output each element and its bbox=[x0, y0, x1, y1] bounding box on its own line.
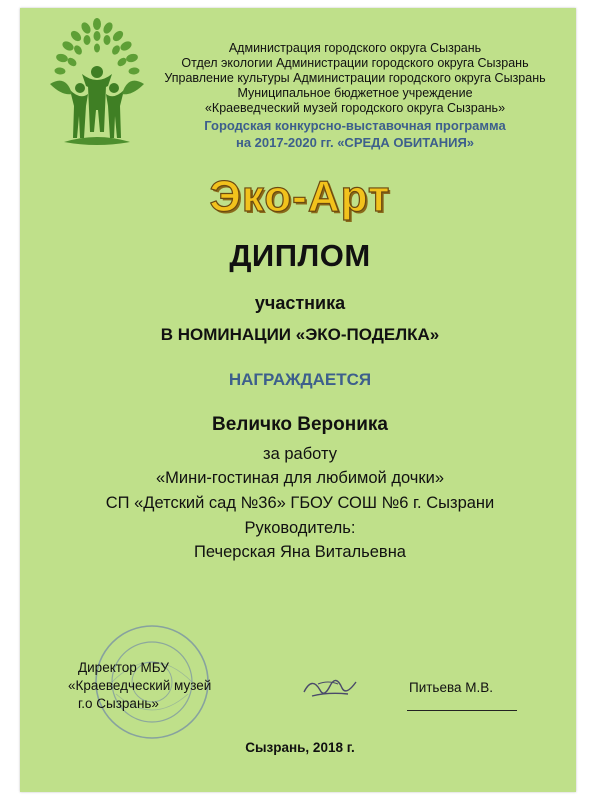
diploma-title: ДИПЛОМ bbox=[229, 238, 371, 273]
program-line-1: Городская конкурсно-выставочная программа bbox=[204, 118, 506, 133]
eko-art-title: Эко-Арт bbox=[209, 172, 391, 221]
director-position-line-1: Директор МБУ bbox=[78, 660, 169, 675]
recipient-name: Величко Вероника bbox=[212, 414, 388, 435]
organization: СП «Детский сад №36» ГБОУ СОШ №6 г. Сызрани bbox=[105, 494, 495, 512]
signature-line bbox=[407, 710, 517, 711]
place-date: Сызрань, 2018 г. bbox=[245, 740, 355, 755]
program-line-2: на 2017-2020 гг. «СРЕДА ОБИТАНИЯ» bbox=[235, 135, 475, 150]
director-position-line-3: г.о Сызрань» bbox=[78, 696, 159, 711]
awarded-label: НАГРАЖДАЕТСЯ bbox=[228, 370, 372, 389]
work-title: «Мини-гостиная для любимой дочки» bbox=[155, 469, 445, 487]
director-position-line-2: «Краеведческий музей bbox=[68, 678, 212, 693]
supervisor-name: Печерская Яна Витальевна bbox=[194, 543, 406, 561]
header-line-3: Управление культуры Администрации городского округа Сызрань bbox=[164, 71, 546, 85]
participant-label: участника bbox=[254, 293, 346, 313]
nomination-label: В НОМИНАЦИИ «ЭКО-ПОДЕЛКА» bbox=[160, 325, 440, 344]
signature bbox=[298, 666, 368, 706]
supervisor-label: Руководитель: bbox=[244, 519, 356, 537]
for-work-label: за работу bbox=[263, 445, 337, 463]
header-line-4: Муниципальное бюджетное учреждение bbox=[237, 86, 473, 100]
header-line-2: Отдел экологии Администрации городского округа Сызрань bbox=[181, 56, 529, 70]
header-line-5: «Краеведческий музей городского округа Сызрань» bbox=[204, 101, 506, 115]
signatory-name: Питьева М.В. bbox=[409, 680, 493, 695]
tree-people-logo bbox=[42, 14, 152, 154]
header-line-1: Администрация городского округа Сызрань bbox=[228, 41, 482, 55]
